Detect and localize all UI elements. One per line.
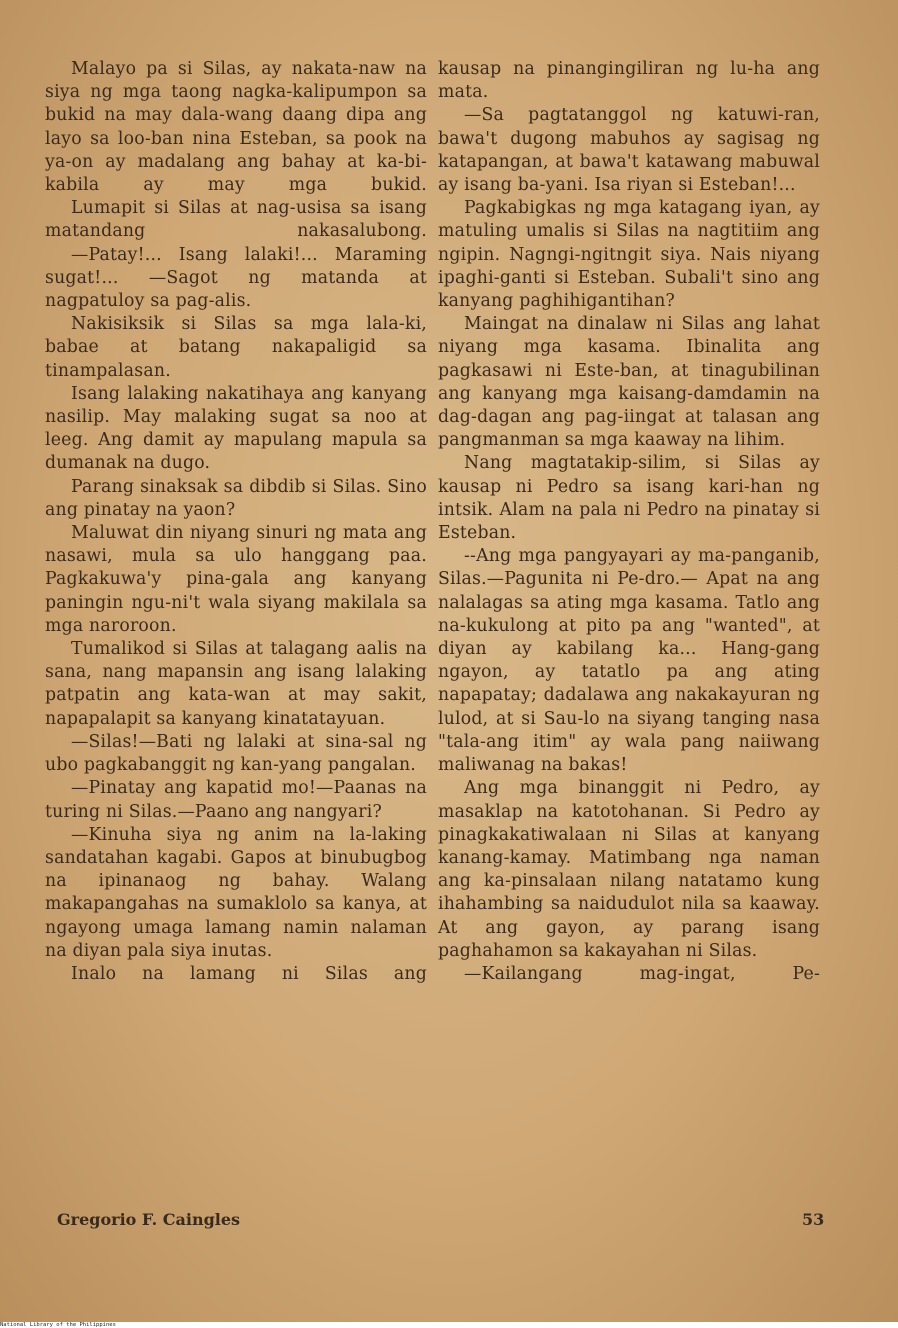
paragraph: Maluwat din niyang sinuri ng mata ang nasawi, mula sa ulo hanggang paa. Pagkakuwa'y pina-gala ang kanyang paningin ngu-ni't wala siyang makilala sa mga naroroon. [45,523,427,636]
paragraph: —Silas!—Bati ng lalaki at sina-sal ng ubo pagkabanggit ng kan-yang pangalan. [45,731,427,776]
paragraph: —Pinatay ang kapatid mo!—Paanas na turing ni Silas.—Paano ang nangyari? [45,778,427,822]
paragraph: Inalo na lamang ni Silas ang [71,963,427,984]
library-credit: National Library of the Philippines [0,1322,898,1328]
author-footer: Gregorio F. Caingles [57,1210,241,1229]
paragraph: Malayo pa si Silas, ay nakata-naw na siya ng mga taong nagka-kalipumpon sa bukid na may dala-wang daang dipa ang layo sa loo-ban nina Esteban, sa pook na ya-on ay madalang ang bahay at ka-bi-kabila ay may mga bukid. [45,59,427,196]
left-text-column [45,58,427,986]
paragraph: —Patay!... Isang lalaki!... Maraming sugat!... —Sagot ng matanda at nagpatuloy sa pag-alis. [45,244,427,312]
paragraph: Pagkabigkas ng mga katagang iyan, ay matuling umalis si Silas na nagtitiim ang ngipin. Nagngi-ngitngit siya. Nais niyang ipaghi-ganti si Esteban. Subali't sino ang kanyang paghihigantihan? [438,198,820,312]
paragraph: Tumalikod si Silas at talagang aalis na sana, nang mapansin ang isang lalaking patpatin ang kata-wan at may sakit, napapalapit sa kanyang kinatatayuan. [45,639,427,729]
right-text-column [438,58,820,986]
paragraph: —Kinuha siya ng anim na la-laking sandatahan kagabi. Gapos at binubugbog na ipinanaog ng bahay. Walang makapangahas na sumaklolo sa kanya, at ngayong umaga lamang namin nalaman na diyan pala siya inutas. [45,824,427,961]
paragraph: kausap na pinangingiliran ng lu-ha ang mata. [438,59,820,103]
paragraph: Isang lalaking nakatihaya ang kanyang nasilip. May malaking sugat sa noo at leeg. Ang damit ay mapulang mapula sa dumanak na dugo. [45,383,427,474]
paragraph: —Sa pagtatanggol ng katuwi-ran, bawa't dugong mabuhos ay sagisag ng katapangan, at bawa't katawang mabuwal ay isang ba-yani. Isa riyan si Esteban!... [438,105,820,196]
paragraph: --Ang mga pangyayari ay ma-panganib, Silas.—Pagunita ni Pe-dro.— Apat na ang nalalagas sa ating mga kasama. Tatlo ang na-kukulong at pito pa ang "wanted", at diyan ay kabilang ka... Hang-gang ngayon, ay tatatlo pa ang ating napapatay; dadalawa ang nakakayuran ng lulod, at si Sau-lo na siyang tanging nasa "tala-ang itim" ay wala pang naiiwang maliwanag na bakas! [438,546,820,776]
paragraph: Nang magtatakip-silim, si Silas ay kausap ni Pedro sa isang kari-han ng intsik. Alam na pala ni Pedro na pinatay si Esteban. [438,453,820,544]
paragraph: Nakisiksik si Silas sa mga lala-ki, babae at batang nakapaligid sa tinampalasan. [45,314,427,381]
page-number: 53 [802,1210,825,1229]
paragraph: —Kailangang mag-ingat, Pe- [464,963,820,984]
paragraph: Lumapit si Silas at nag-usisa sa isang matandang nakasalubong. [45,198,427,242]
paragraph: Parang sinaksak sa dibdib si Silas. Sino ang pinatay na yaon? [45,476,427,520]
paragraph: Maingat na dinalaw ni Silas ang lahat niyang mga kasama. Ibinalita ang pagkasawi ni Este-ban, at tinagubilinan ang kanyang mga kaisang-damdamin na dag-dagan ang pag-iingat at talasan ang pangmanman sa mga kaaway na lihim. [438,314,820,451]
paragraph: Ang mga binanggit ni Pedro, ay masaklap na katotohanan. Si Pedro ay pinagkakatiwalaan ni Silas at kanyang kanang-kamay. Matimbang nga naman ang ka-pinsalaan nilang natatamo kung ihahambing sa naidudulot nila sa kaaway. At ang gayon, ay parang isang paghahamon sa kakayahan ni Silas. [438,778,820,961]
